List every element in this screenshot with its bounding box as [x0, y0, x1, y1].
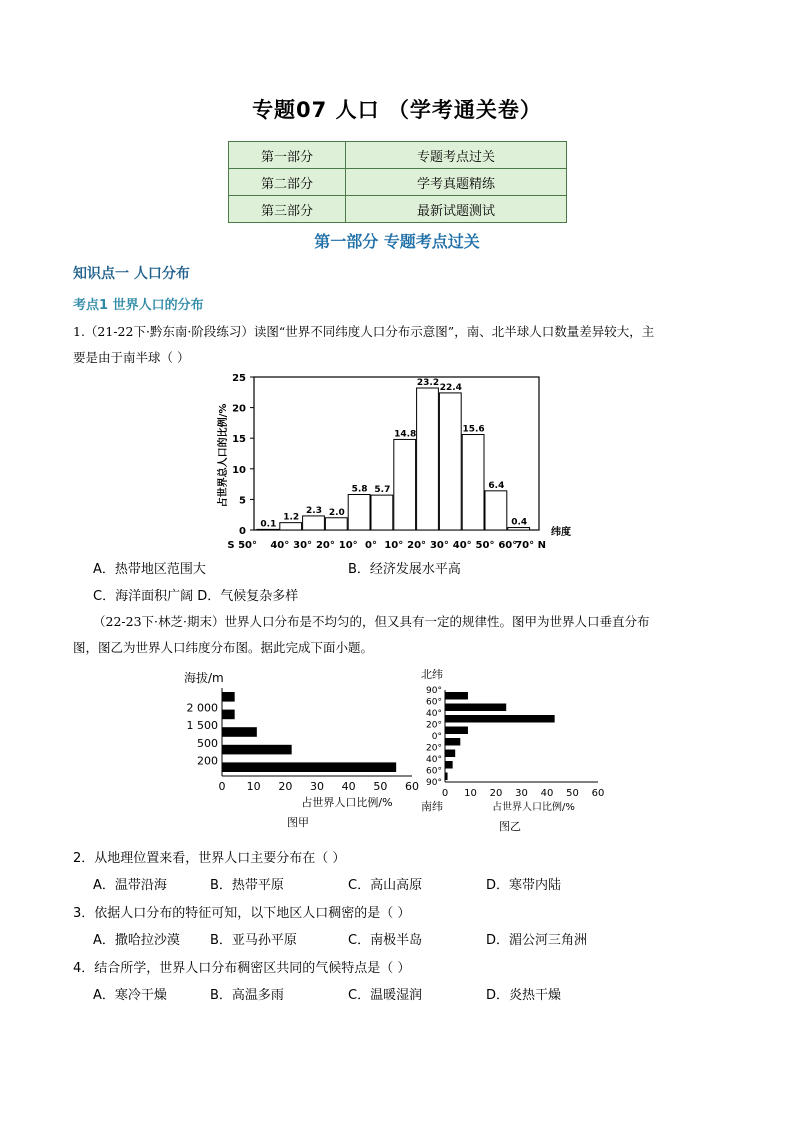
y-tick-label: 0° — [431, 732, 442, 742]
q3-option-c[interactable]: C．南极半岛 — [348, 933, 423, 948]
table-row — [229, 169, 567, 196]
q4-option-d[interactable]: D．炎热干燥 — [486, 988, 562, 1003]
bar — [222, 727, 257, 737]
bar — [257, 529, 279, 530]
altitude-population-chart — [180, 666, 425, 836]
y-tick-label: 20° — [426, 743, 442, 754]
bar — [508, 528, 530, 530]
bar — [445, 738, 460, 746]
question-2-stem: 2．从地理位置来看，世界人口主要分布在（ ） — [73, 851, 346, 866]
x-tick-label: S 50° — [227, 540, 257, 551]
y-tick-label: 60° — [426, 766, 442, 777]
part-desc-cell: 学考真题精练 — [346, 169, 567, 196]
y-tick-label: 5 — [239, 495, 246, 507]
y-tick-label: 500 — [197, 736, 218, 750]
part-cell: 第三部分 — [229, 196, 346, 223]
data-label: 23.2 — [416, 378, 440, 389]
latitude-population-chart — [210, 370, 590, 552]
bar — [303, 516, 325, 530]
chart-title: 图甲 — [287, 816, 309, 829]
x-tick-label: 20° — [315, 540, 335, 551]
bar — [222, 710, 235, 720]
bar — [222, 762, 396, 772]
bar — [417, 388, 439, 530]
x-axis-label: 占世界人口比例/% — [301, 796, 393, 809]
bar — [445, 715, 555, 723]
x-tick-label: 50 — [373, 780, 388, 793]
x-tick-label: 40° — [270, 540, 290, 551]
y-axis-title: 海拔/m — [184, 671, 224, 685]
intro-line1: （22-23下·林芝·期末）世界人口分布是不均匀的，但又具有一定的规律性。图甲为世界人口垂直分布 — [93, 614, 650, 629]
top-label: 北纬 — [421, 668, 443, 681]
x-tick-label: 0° — [365, 540, 377, 551]
q4-option-c[interactable]: C．温暖湿润 — [348, 988, 423, 1003]
x-tick-label: 40 — [341, 780, 356, 793]
intro-line2: 图，图乙为世界人口纬度分布图。据此完成下面小题。 — [73, 640, 374, 655]
x-tick-label: 20° — [407, 540, 427, 551]
part-cell: 第二部分 — [229, 169, 346, 196]
q3-option-a[interactable]: A．撒哈拉沙漠 — [93, 933, 180, 948]
chart-3-group — [421, 667, 604, 833]
data-label: 15.6 — [462, 424, 485, 435]
x-tick-label: 30° — [429, 540, 449, 551]
bottom-label: 南纬 — [421, 800, 443, 813]
data-label: 1.2 — [283, 512, 300, 523]
bar — [485, 491, 507, 530]
bar — [445, 727, 468, 735]
y-tick-label: 10 — [232, 464, 246, 476]
bar — [445, 761, 453, 769]
latitude-hbar-chart — [415, 664, 615, 836]
question-3-stem: 3．依据人口分布的特征可知，以下地区人口稠密的是（ ） — [73, 906, 411, 921]
chart-title: 图乙 — [499, 820, 521, 833]
bar — [462, 435, 484, 530]
part-desc-cell: 最新试题测试 — [346, 196, 567, 223]
q2-option-a[interactable]: A．温带沿海 — [93, 878, 167, 893]
data-label: 6.4 — [488, 480, 505, 491]
q1-option-b[interactable]: B．经济发展水平高 — [348, 562, 461, 577]
x-tick-label: 10° — [384, 540, 404, 551]
question-4-stem: 4．结合所学，世界人口分布稠密区共同的气候特点是（ ） — [73, 961, 411, 976]
x-tick-label: 0 — [441, 788, 449, 799]
data-label: 0.1 — [260, 519, 277, 530]
chart-1-group — [216, 373, 571, 551]
bar — [325, 518, 347, 530]
data-label: 2.3 — [306, 505, 322, 516]
bar — [222, 745, 292, 755]
part-desc-cell: 专题考点过关 — [346, 142, 567, 169]
knowledge-heading: 知识点一 人口分布 — [73, 266, 190, 282]
bar — [439, 393, 461, 530]
data-label: 0.4 — [511, 517, 528, 528]
x-tick-label: 40° — [452, 540, 472, 551]
y-tick-label: 40° — [426, 709, 442, 719]
part-cell: 第一部分 — [229, 142, 346, 169]
question-1-stem-line2: 要是由于南半球（ ） — [73, 350, 190, 365]
y-axis-label: 占世界总人口的比例/% — [218, 403, 229, 508]
data-label: 14.8 — [394, 429, 417, 440]
y-tick-label: 90° — [426, 686, 442, 696]
x-tick-label: 70° N — [515, 540, 546, 551]
bar — [280, 523, 302, 530]
q3-option-d[interactable]: D．湄公河三角洲 — [486, 933, 588, 948]
bar — [371, 495, 393, 530]
x-tick-label: 50° — [475, 540, 495, 551]
data-label: 2.0 — [328, 507, 345, 518]
y-tick-label: 40° — [426, 755, 442, 765]
y-tick-label: 90° — [426, 778, 442, 788]
x-tick-label: 20 — [278, 780, 293, 793]
x-tick-label: 0 — [218, 780, 226, 793]
bar — [222, 692, 235, 702]
y-tick-label: 60° — [426, 697, 442, 708]
y-tick-label: 200 — [197, 754, 218, 768]
q4-option-b[interactable]: B．高温多雨 — [210, 988, 284, 1003]
question-1-stem-line1: 1.（21-22下·黔东南·阶段练习）读图“世界不同纬度人口分布示意图”，南、北半球人口数量差异较大，主 — [73, 324, 655, 339]
x-tick-label: 10 — [246, 780, 261, 793]
x-tick-label: 30 — [515, 788, 528, 799]
q2-option-c[interactable]: C．高山高原 — [348, 878, 423, 893]
page-title: 专题07 人口 （学考通关卷） — [252, 98, 542, 122]
table-row — [229, 142, 567, 169]
q1-option-a[interactable]: A．热带地区范围大 — [93, 562, 206, 577]
x-axis-label: 纬度 — [551, 527, 571, 538]
q2-option-d[interactable]: D．寒带内陆 — [486, 878, 562, 893]
part-heading: 第一部分 专题考点过关 — [314, 232, 480, 251]
bar — [445, 692, 468, 700]
y-tick-label: 2 000 — [186, 701, 218, 715]
q4-option-a[interactable]: A．寒冷干燥 — [93, 988, 167, 1003]
x-tick-label: 40 — [540, 788, 554, 799]
table-row — [229, 196, 567, 223]
x-tick-label: 30 — [310, 780, 324, 793]
y-tick-label: 0 — [239, 526, 246, 537]
y-tick-label: 1 500 — [186, 719, 218, 733]
bar — [394, 439, 416, 530]
y-tick-label: 25 — [232, 373, 246, 384]
y-tick-label: 20° — [426, 720, 442, 731]
x-tick-label: 10 — [464, 788, 477, 799]
parts-table — [228, 141, 567, 223]
bar — [445, 750, 455, 758]
bar — [445, 704, 506, 712]
q3-option-b[interactable]: B．亚马孙平原 — [210, 933, 297, 948]
data-label: 5.7 — [374, 485, 391, 496]
data-label: 22.4 — [439, 382, 462, 393]
x-tick-label: 30° — [293, 540, 313, 551]
y-tick-label: 15 — [232, 434, 246, 446]
x-tick-label: 50 — [566, 788, 579, 799]
q1-option-cd[interactable]: C．海洋面积广阔 D．气候复杂多样 — [93, 589, 299, 604]
x-tick-label: 60 — [591, 788, 605, 799]
x-tick-label: 10° — [338, 540, 358, 551]
bar — [348, 495, 370, 530]
chart-2-group — [184, 670, 419, 829]
x-tick-label: 60° — [498, 540, 518, 551]
x-tick-label: 20 — [489, 788, 503, 799]
bar — [445, 773, 448, 781]
kaodian-heading: 考点1 世界人口的分布 — [73, 298, 204, 313]
x-axis-label: 占世界人口比例/% — [492, 802, 575, 813]
x-tick-label: 60 — [405, 780, 419, 793]
data-label: 5.8 — [351, 484, 368, 495]
q2-option-b[interactable]: B．热带平原 — [210, 878, 284, 893]
y-tick-label: 20 — [232, 403, 246, 415]
